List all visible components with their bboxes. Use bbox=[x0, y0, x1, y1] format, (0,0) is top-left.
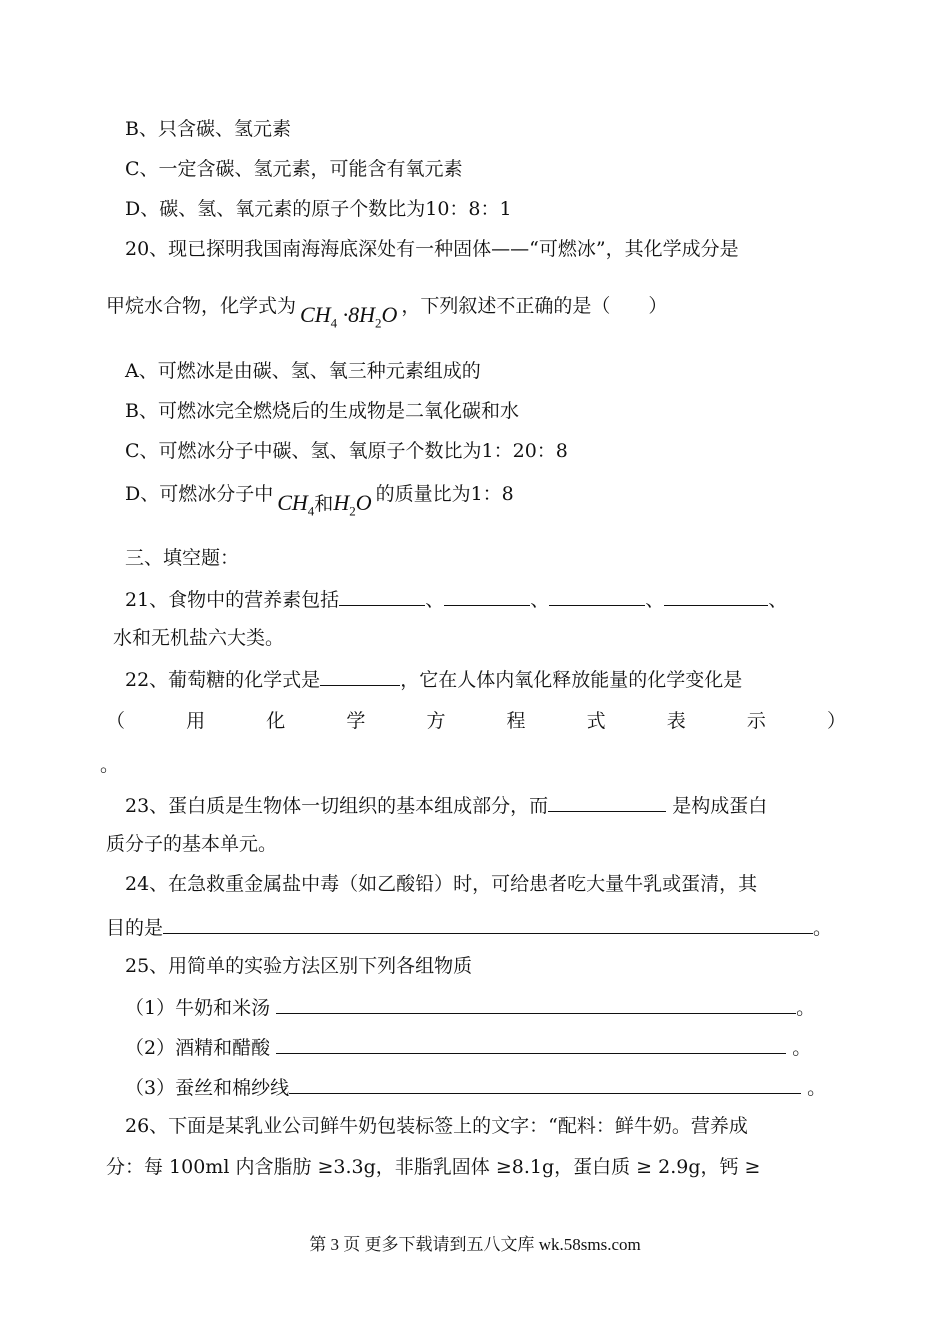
q22-line3: 。 bbox=[100, 754, 120, 776]
q20-stem-line1: 20、现已探明我国南海海底深处有一种固体——“可燃冰”，其化学成分是 bbox=[125, 238, 739, 260]
q26-line2: 分：每 100ml 内含脂肪 ≥3.3g，非脂乳固体 ≥8.1g，蛋白质 ≥ 2.9g，钙 ≥ bbox=[106, 1156, 761, 1178]
blank[interactable] bbox=[320, 665, 400, 686]
page-footer: 第 3 页 更多下载请到五八文库 wk.58sms.com bbox=[309, 1235, 641, 1254]
blank[interactable] bbox=[289, 1073, 801, 1094]
q25-stem: 25、用简单的实验方法区别下列各组物质 bbox=[125, 955, 473, 977]
blank[interactable] bbox=[664, 585, 768, 606]
q20-option-a: A、可燃冰是由碳、氢、氧三种元素组成的 bbox=[125, 360, 481, 382]
blank[interactable] bbox=[163, 913, 813, 934]
q22-line2: （ 用 化 学 方 程 式 表 示 ） bbox=[106, 710, 846, 732]
q21-line2: 水和无机盐六大类。 bbox=[113, 627, 285, 649]
q22-line1: 22、葡萄糖的化学式是 ，它在人体内氧化释放能量的化学变化是 bbox=[125, 665, 742, 693]
q20-stem-line2: 甲烷水合物，化学式为 $CH_4 \cdot 8H_2O$ ，下列叙述不正确的是（ ） bbox=[106, 292, 667, 326]
q19-option-b: B、只含碳、氢元素 bbox=[125, 118, 291, 140]
q20-option-b: B、可燃冰完全燃烧后的生成物是二氧化碳和水 bbox=[125, 400, 519, 422]
formula-ch4-8h2o: $CH_4 \cdot 8H_2O$ bbox=[300, 302, 398, 331]
q25-item-2: （2）酒精和醋酸 。 bbox=[125, 1033, 811, 1061]
blank[interactable] bbox=[276, 993, 796, 1014]
blank[interactable] bbox=[548, 791, 666, 812]
q23-line2: 质分子的基本单元。 bbox=[106, 833, 278, 855]
section-title-fill-in: 三、填空题： bbox=[125, 547, 240, 569]
q23-line1: 23、蛋白质是生物体一切组织的基本组成部分，而 是构成蛋白 bbox=[125, 791, 767, 819]
blank[interactable] bbox=[549, 585, 645, 606]
q20-option-d: D、可燃冰分子中 $CH_4$和$H_2O$ 的质量比为1：8 bbox=[125, 480, 514, 514]
q24-line2: 目的是 。 bbox=[106, 913, 832, 941]
blank[interactable] bbox=[276, 1033, 786, 1054]
q19-option-c: C、一定含碳、氢元素，可能含有氧元素 bbox=[125, 158, 463, 180]
formula-ch4-h2o: $CH_4$和$H_2O$ bbox=[277, 490, 372, 519]
q26-line1: 26、下面是某乳业公司鲜牛奶包装标签上的文字：“配料：鲜牛奶。营养成 bbox=[125, 1115, 748, 1137]
q24-line1: 24、在急救重金属盐中毒（如乙酸铅）时，可给患者吃大量牛乳或蛋清，其 bbox=[125, 873, 758, 895]
q21-line1: 21、食物中的营养素包括 、 、 、 、 bbox=[125, 585, 787, 613]
q20-option-c: C、可燃冰分子中碳、氢、氧原子个数比为1：20：8 bbox=[125, 440, 568, 462]
blank[interactable] bbox=[339, 585, 425, 606]
q19-option-d: D、碳、氢、氧元素的原子个数比为10：8：1 bbox=[125, 198, 512, 220]
q25-item-1: （1）牛奶和米汤 。 bbox=[125, 993, 815, 1021]
blank[interactable] bbox=[444, 585, 530, 606]
q25-item-3: （3）蚕丝和棉纱线 。 bbox=[125, 1073, 826, 1101]
